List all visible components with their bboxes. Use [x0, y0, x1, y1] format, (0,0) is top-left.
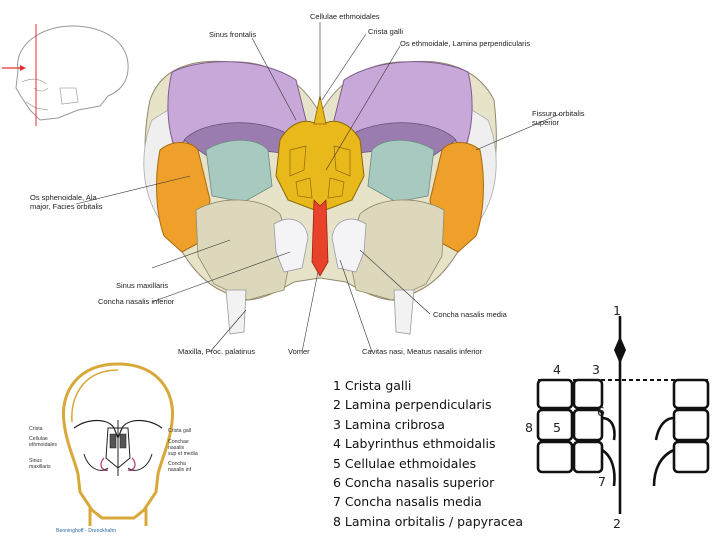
label-os-ethmoidale: Os ethmoidale, Lamina perpendicularis [400, 39, 531, 48]
schematic-num-6: 6 [597, 404, 605, 419]
legend-item: 2 Lamina perpendicularis [333, 397, 492, 413]
label-concha-inferior: Concha nasalis inferior [98, 297, 175, 306]
mini-r-concha-1: Concha [168, 461, 186, 467]
legend-item: 8 Lamina orbitalis / papyracea [333, 513, 524, 529]
schematic-num-8: 8 [525, 420, 533, 435]
label-cavitas: Cavitas nasi, Meatus nasalis inferior [362, 347, 483, 356]
mini-cellulae-2: ethmoidales [29, 442, 57, 448]
label-cellulae-ethmoidales: Cellulae ethmoidales [310, 12, 380, 21]
mini-r-concha-2: nasalis inf [168, 467, 192, 473]
legend-item: 3 Lamina cribrosa [333, 416, 445, 432]
label-maxilla: Maxilla, Proc. palatinus [178, 347, 256, 356]
schematic-num-4: 4 [553, 362, 561, 377]
mini-r-conchae-3: sup et media [168, 451, 198, 457]
legend-item: 4 Labyrinthus ethmoidalis [333, 436, 496, 452]
label-sphenoidale-line1: Os sphenoidale, Ala [30, 193, 97, 202]
label-fissura-line1: Fissura orbitalis [532, 109, 585, 118]
coronal-sketch [48, 358, 188, 534]
mini-r-crista: Crista gall [168, 428, 192, 434]
label-fissura-line2: superior [532, 118, 560, 127]
schematic-num-7: 7 [598, 474, 606, 489]
legend-item: 6 Concha nasalis superior [333, 475, 495, 491]
mini-sinus-1: Sinus [29, 458, 42, 464]
schematic-num-2: 2 [613, 516, 621, 531]
label-vomer: Vomer [288, 347, 310, 356]
legend-item: 7 Concha nasalis media [333, 494, 482, 510]
mini-cellulae-1: Cellulae [29, 436, 48, 442]
mini-crista: Crista [29, 426, 43, 432]
legend-list [333, 376, 523, 531]
mini-r-conchae-2: nasalis [168, 445, 185, 451]
label-sinus-frontalis: Sinus frontalis [209, 30, 257, 39]
label-sphenoidale-line2: major, Facies orbitalis [30, 202, 103, 211]
mini-footer: Benninghoff · Drenckhahn [56, 528, 117, 534]
label-crista-galli: Crista galli [368, 27, 404, 36]
label-concha-media: Concha nasalis media [433, 310, 507, 319]
schematic-num-1: 1 [613, 303, 621, 318]
label-sinus-maxillaris: Sinus maxillaris [116, 281, 169, 290]
legend-item: 5 Cellulae ethmoidales [333, 455, 477, 471]
schematic-num-5: 5 [553, 420, 561, 435]
mini-r-conchae-1: Conchae [168, 439, 189, 445]
legend-item: 1 Crista galli [333, 378, 412, 393]
mini-sinus-2: maxillaris [29, 464, 51, 470]
schematic-num-3: 3 [592, 362, 600, 377]
